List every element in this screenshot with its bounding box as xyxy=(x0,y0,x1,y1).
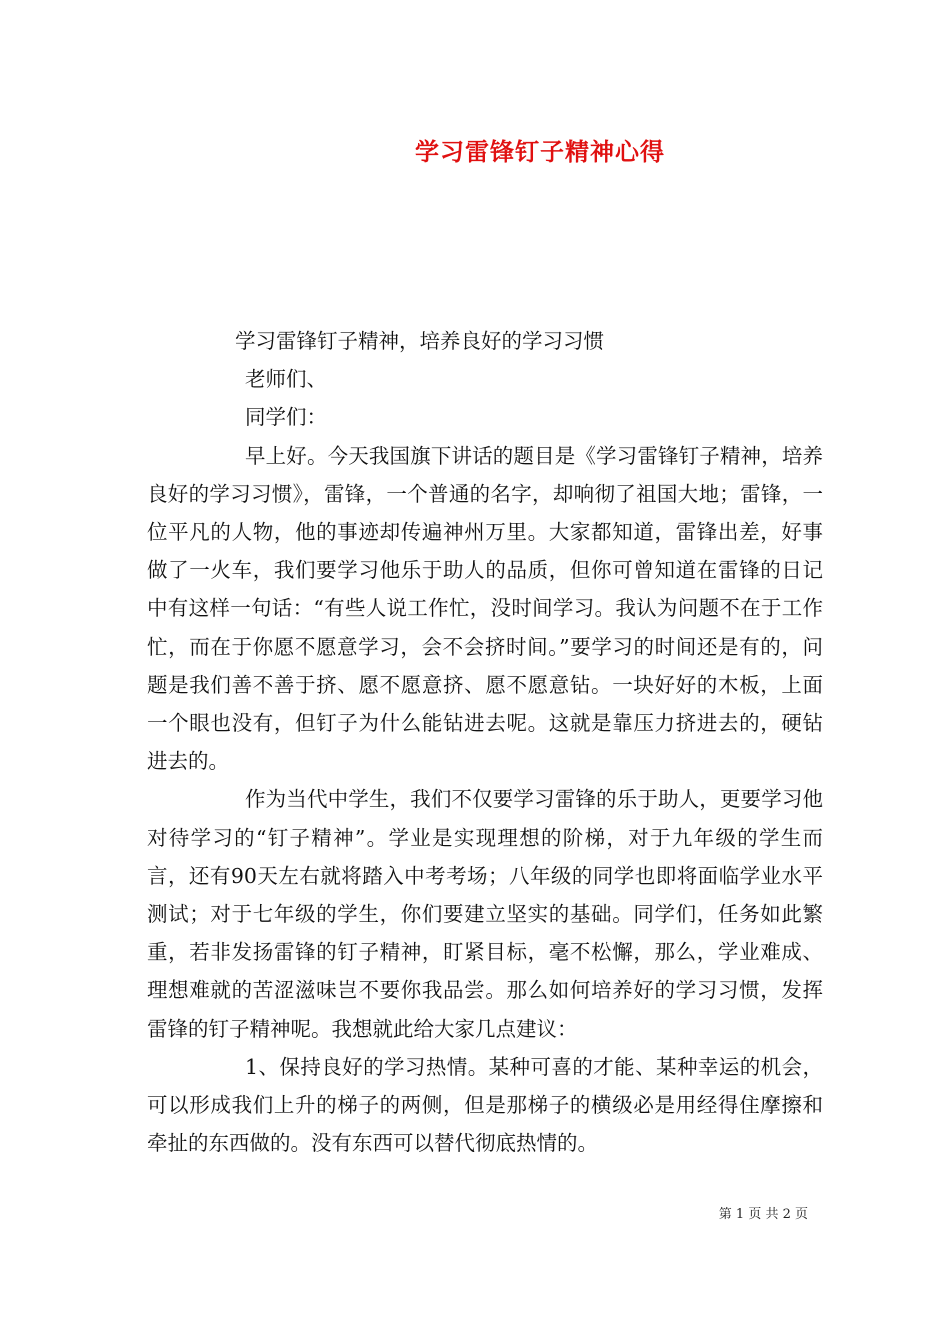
speech-subtitle: 学习雷锋钉子精神，培养良好的学习习惯 xyxy=(235,329,604,353)
greeting-teachers: 老师们、 xyxy=(245,367,327,392)
paragraph-1: 早上好。今天我国旗下讲话的题目是《学习雷锋钉子精神，培养良好的学习习惯》，雷锋，一个普通的名字，却响彻了祖国大地；雷锋，一位平凡的人物，他的事迹却传遍神州万里。大家都知道，雷锋出差，好事做了一火车，我们要学习他乐于助人的品质，但你可曾知道在雷锋的日记中有这样一句话：“有些人说工作忙，没时间学习。我认为问题不在于工作忙，而在于你愿不愿意学习，会不会挤时间。”要学习的时间还是有的，问题是我们善不善于挤、愿不愿意挤、愿不愿意钻。一块好好的木板，上面一个眼也没有，但钉子为什么能钻进去呢。这就是靠压力挤进去的，硬钻进去的。 xyxy=(147,443,823,774)
paragraph-2: 作为当代中学生，我们不仅要学习雷锋的乐于助人，更要学习他对待学习的“钉子精神”。学业是实现理想的阶梯，对于九年级的学生而言，还有90天左右就将踏入中考考场；八年级的同学也即将面临学业水平测试；对于七年级的学生，你们要建立坚实的基础。同学们，任务如此繁重，若非发扬雷锋的钉子精神，盯紧目标，毫不松懈，那么，学业难成、理想难就的苦涩滋味岂不要你我品尝。那么如何培养好的学习习惯，发挥雷锋的钉子精神呢。我想就此给大家几点建议： xyxy=(147,787,823,1041)
page-number-footer: 第 1 页 共 2 页 xyxy=(718,1207,808,1222)
paragraph-3: 1、保持良好的学习热情。某种可喜的才能、某种幸运的机会，可以形成我们上升的梯子的两侧，但是那梯子的横级必是用经得住摩擦和牵扯的东西做的。没有东西可以替代彻底热情的。 xyxy=(147,1054,823,1156)
document-title: 学习雷锋钉子精神心得 xyxy=(415,137,665,166)
document-body xyxy=(147,322,823,1162)
greeting-students: 同学们： xyxy=(245,405,327,430)
